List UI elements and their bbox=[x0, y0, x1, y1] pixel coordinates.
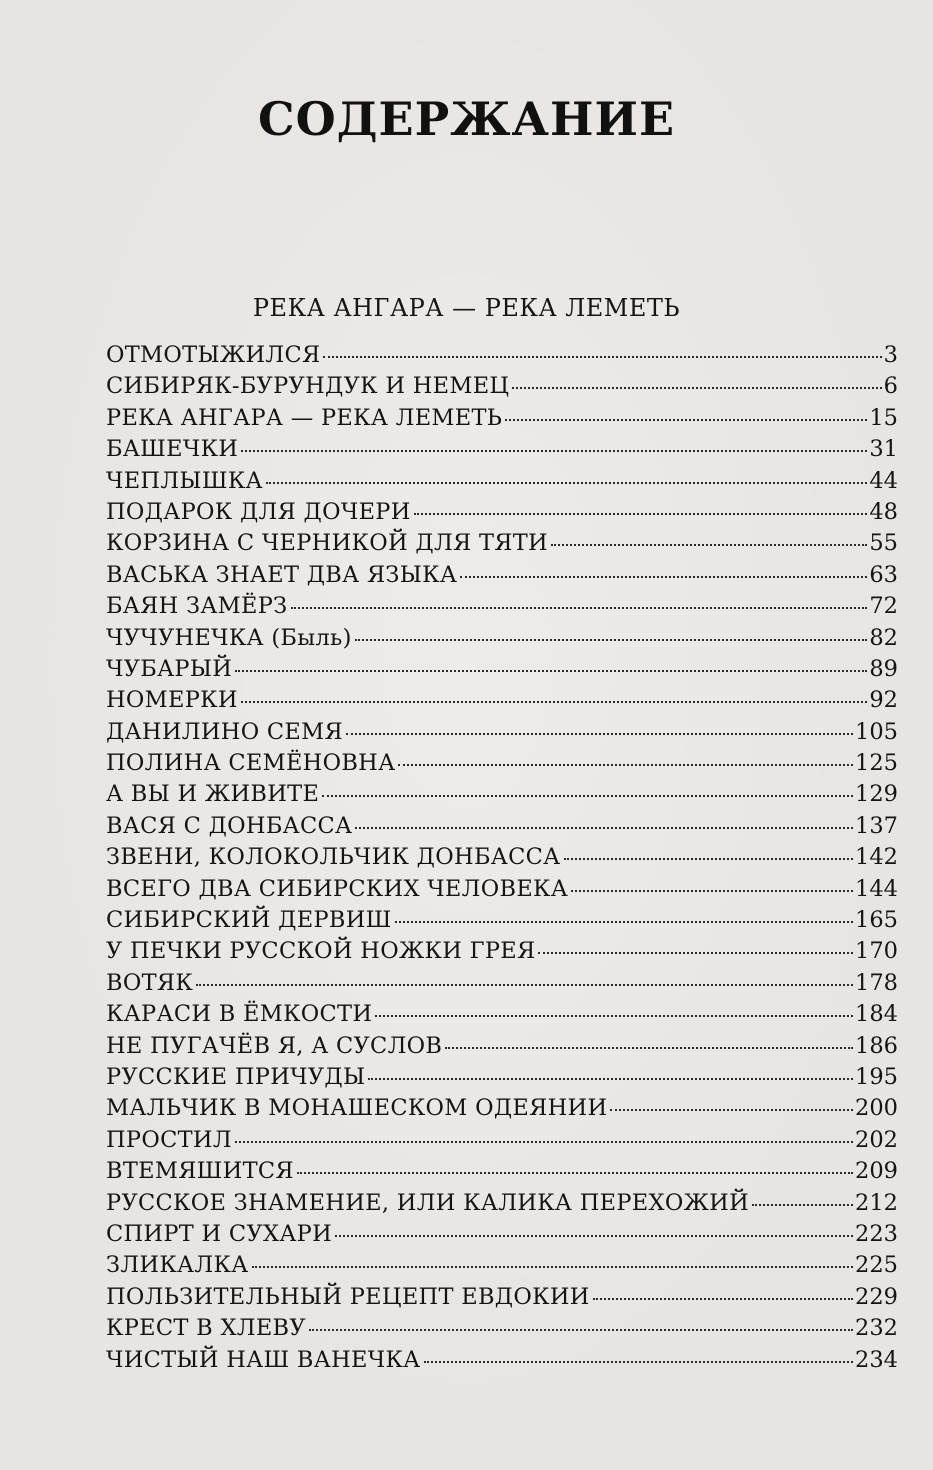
dot-leader bbox=[355, 827, 853, 829]
toc-entry bbox=[106, 907, 898, 938]
toc-entry bbox=[106, 781, 898, 812]
toc-entry-title: КАРАСИ В ЁМКОСТИ bbox=[106, 1001, 373, 1028]
toc-entry-title: ЧИСТЫЙ НАШ ВАНЕЧКА bbox=[106, 1346, 421, 1373]
dot-leader bbox=[445, 1047, 853, 1049]
dot-leader bbox=[266, 482, 867, 484]
toc-entry-title: РЕКА АНГАРА — РЕКА ЛЕМЕТЬ bbox=[106, 404, 503, 431]
dot-leader bbox=[196, 984, 853, 986]
dot-leader bbox=[235, 670, 867, 672]
dot-leader bbox=[414, 513, 868, 515]
dot-leader bbox=[505, 419, 867, 421]
toc-entry-page-number: 234 bbox=[855, 1346, 898, 1373]
toc-entry-page-number: 195 bbox=[855, 1063, 898, 1090]
dot-leader bbox=[346, 733, 853, 735]
toc-entry-page-number: 178 bbox=[855, 969, 898, 996]
toc-entry bbox=[106, 750, 898, 781]
toc-entry bbox=[106, 593, 898, 624]
toc-entry-title: СПИРТ И СУХАРИ bbox=[106, 1220, 333, 1247]
toc-entry-page-number: 72 bbox=[869, 593, 898, 620]
toc-entry-title: ВТЕМЯШИТСЯ bbox=[106, 1158, 294, 1185]
toc-entry-page-number: 232 bbox=[855, 1315, 898, 1342]
toc-entry-page-number: 137 bbox=[855, 812, 898, 839]
toc-entry-page-number: 92 bbox=[869, 687, 898, 714]
toc-entry-page-number: 200 bbox=[855, 1095, 898, 1122]
toc-entry-title: У ПЕЧКИ РУССКОЙ НОЖКИ ГРЕЯ bbox=[106, 938, 536, 965]
toc-entry bbox=[106, 1347, 898, 1378]
toc-entry bbox=[106, 970, 898, 1001]
toc-entry bbox=[106, 1284, 898, 1315]
toc-entry-title: А ВЫ И ЖИВИТЕ bbox=[106, 781, 320, 808]
toc-entry-page-number: 186 bbox=[855, 1032, 898, 1059]
dot-leader bbox=[395, 921, 853, 923]
dot-leader bbox=[564, 858, 854, 860]
toc-entry-title: КРЕСТ В ХЛЕВУ bbox=[106, 1315, 306, 1342]
toc-entry bbox=[106, 876, 898, 907]
toc-entry-title: ЗЛИКАЛКА bbox=[106, 1252, 249, 1279]
dot-leader bbox=[512, 387, 881, 389]
toc-entry-title: МАЛЬЧИК В МОНАШЕСКОМ ОДЕЯНИИ bbox=[106, 1095, 608, 1122]
toc-entry-title: ВОТЯК bbox=[106, 969, 194, 996]
toc-entry bbox=[106, 1252, 898, 1283]
toc-entry-title: НЕ ПУГАЧЁВ Я, А СУСЛОВ bbox=[106, 1032, 443, 1059]
toc-entry-title: РУССКОЕ ЗНАМЕНИЕ, ИЛИ КАЛИКА ПЕРЕХОЖИЙ bbox=[106, 1189, 750, 1216]
toc-entry bbox=[106, 1221, 898, 1252]
toc-entry-title: ЧУБАРЫЙ bbox=[106, 655, 233, 682]
toc-entry bbox=[106, 342, 898, 373]
toc-entry-title: ЧУЧУНЕЧКА (Быль) bbox=[106, 624, 352, 651]
toc-entry-page-number: 125 bbox=[855, 750, 898, 777]
toc-entry bbox=[106, 1190, 898, 1221]
toc-entry-title: БАШЕЧКИ bbox=[106, 436, 239, 463]
toc-entry-page-number: 209 bbox=[855, 1158, 898, 1185]
toc-entry-title: СИБИРЯК-БУРУНДУК И НЕМЕЦ bbox=[106, 373, 510, 400]
toc-entry-page-number: 223 bbox=[855, 1220, 898, 1247]
dot-leader bbox=[752, 1204, 853, 1206]
toc-entry-title: ДАНИЛИНО СЕМЯ bbox=[106, 718, 343, 745]
toc-entry-title: ОТМОТЫЖИЛСЯ bbox=[106, 342, 321, 368]
dot-leader bbox=[424, 1361, 854, 1363]
dot-leader bbox=[368, 1078, 853, 1080]
toc-entry-page-number: 44 bbox=[869, 467, 898, 494]
toc-entry-title: СИБИРСКИЙ ДЕРВИШ bbox=[106, 907, 392, 934]
dot-leader bbox=[398, 764, 853, 766]
toc-entry-page-number: 142 bbox=[855, 844, 898, 871]
dot-leader bbox=[323, 356, 881, 358]
toc-entry-page-number: 89 bbox=[869, 655, 898, 682]
toc-entry bbox=[106, 530, 898, 561]
dot-leader bbox=[571, 890, 853, 892]
dot-leader bbox=[335, 1235, 853, 1237]
toc-entry bbox=[106, 436, 898, 467]
toc-entry-page-number: 63 bbox=[869, 561, 898, 588]
toc-entry-title: ЗВЕНИ, КОЛОКОЛЬЧИК ДОНБАССА bbox=[106, 844, 561, 871]
toc-entry-page-number: 31 bbox=[869, 436, 898, 463]
toc-entry-page-number: 3 bbox=[883, 342, 898, 368]
toc-entry-page-number: 6 bbox=[883, 373, 898, 400]
toc-entry-title: РУССКИЕ ПРИЧУДЫ bbox=[106, 1063, 366, 1090]
toc-entry-title: ПОДАРОК ДЛЯ ДОЧЕРИ bbox=[106, 498, 411, 525]
dot-leader bbox=[309, 1329, 853, 1331]
toc-entry-title: ПРОСТИЛ bbox=[106, 1126, 232, 1153]
toc-entry bbox=[106, 625, 898, 656]
toc-entry bbox=[106, 1095, 898, 1126]
toc-entry-page-number: 55 bbox=[869, 530, 898, 557]
dot-leader bbox=[322, 795, 853, 797]
toc-entry bbox=[106, 1033, 898, 1064]
toc-entry-page-number: 165 bbox=[855, 907, 898, 934]
toc-entry-page-number: 15 bbox=[869, 404, 898, 431]
toc-entry bbox=[106, 1127, 898, 1158]
dot-leader bbox=[241, 450, 867, 452]
dot-leader bbox=[460, 576, 867, 578]
toc-entry-page-number: 225 bbox=[855, 1252, 898, 1279]
toc-entry-page-number: 202 bbox=[855, 1126, 898, 1153]
toc-entry-page-number: 212 bbox=[855, 1189, 898, 1216]
toc-entry bbox=[106, 687, 898, 718]
toc-entry bbox=[106, 1001, 898, 1032]
toc-entry-title: НОМЕРКИ bbox=[106, 687, 238, 714]
dot-leader bbox=[235, 1141, 853, 1143]
toc-entry-page-number: 170 bbox=[855, 938, 898, 965]
toc-entry bbox=[106, 1064, 898, 1095]
toc-entry-page-number: 48 bbox=[869, 498, 898, 525]
toc-entry bbox=[106, 468, 898, 499]
page-title: СОДЕРЖАНИЕ bbox=[257, 92, 676, 146]
section-title: РЕКА АНГАРА — РЕКА ЛЕМЕТЬ bbox=[252, 294, 681, 322]
toc-entry-title: ВАСЯ С ДОНБАССА bbox=[106, 812, 353, 839]
toc-entry-title: КОРЗИНА С ЧЕРНИКОЙ ДЛЯ ТЯТИ bbox=[106, 530, 548, 557]
toc-entry-page-number: 144 bbox=[855, 875, 898, 902]
dot-leader bbox=[593, 1298, 853, 1300]
toc-entry bbox=[106, 499, 898, 530]
toc-entry bbox=[106, 719, 898, 750]
toc-entry-title: БАЯН ЗАМЁРЗ bbox=[106, 593, 288, 620]
dot-leader bbox=[538, 952, 853, 954]
toc-entry bbox=[106, 813, 898, 844]
table-of-contents bbox=[106, 342, 898, 1378]
toc-entry-page-number: 105 bbox=[855, 718, 898, 745]
toc-entry-page-number: 184 bbox=[855, 1001, 898, 1028]
dot-leader bbox=[375, 1015, 853, 1017]
toc-entry-title: ПОЛИНА СЕМЁНОВНА bbox=[106, 750, 396, 777]
toc-entry bbox=[106, 1158, 898, 1189]
dot-leader bbox=[252, 1266, 854, 1268]
toc-entry bbox=[106, 844, 898, 875]
dot-leader bbox=[355, 639, 868, 641]
toc-entry bbox=[106, 656, 898, 687]
toc-entry-page-number: 129 bbox=[855, 781, 898, 808]
dot-leader bbox=[297, 1172, 853, 1174]
toc-entry bbox=[106, 373, 898, 404]
dot-leader bbox=[610, 1109, 853, 1111]
toc-entry-page-number: 229 bbox=[855, 1283, 898, 1310]
dot-leader bbox=[241, 701, 868, 703]
toc-entry bbox=[106, 562, 898, 593]
toc-entry-page-number: 82 bbox=[869, 624, 898, 651]
dot-leader bbox=[291, 607, 868, 609]
toc-entry bbox=[106, 938, 898, 969]
toc-entry bbox=[106, 1315, 898, 1346]
dot-leader bbox=[551, 544, 867, 546]
toc-entry-title: ПОЛЬЗИТЕЛЬНЫЙ РЕЦЕПТ ЕВДОКИИ bbox=[106, 1283, 590, 1310]
toc-entry-title: ВСЕГО ДВА СИБИРСКИХ ЧЕЛОВЕКА bbox=[106, 875, 569, 902]
toc-entry-title: ЧЕПЛЫШКА bbox=[106, 467, 263, 494]
toc-entry-title: ВАСЬКА ЗНАЕТ ДВА ЯЗЫКА bbox=[106, 561, 458, 588]
toc-entry bbox=[106, 405, 898, 436]
